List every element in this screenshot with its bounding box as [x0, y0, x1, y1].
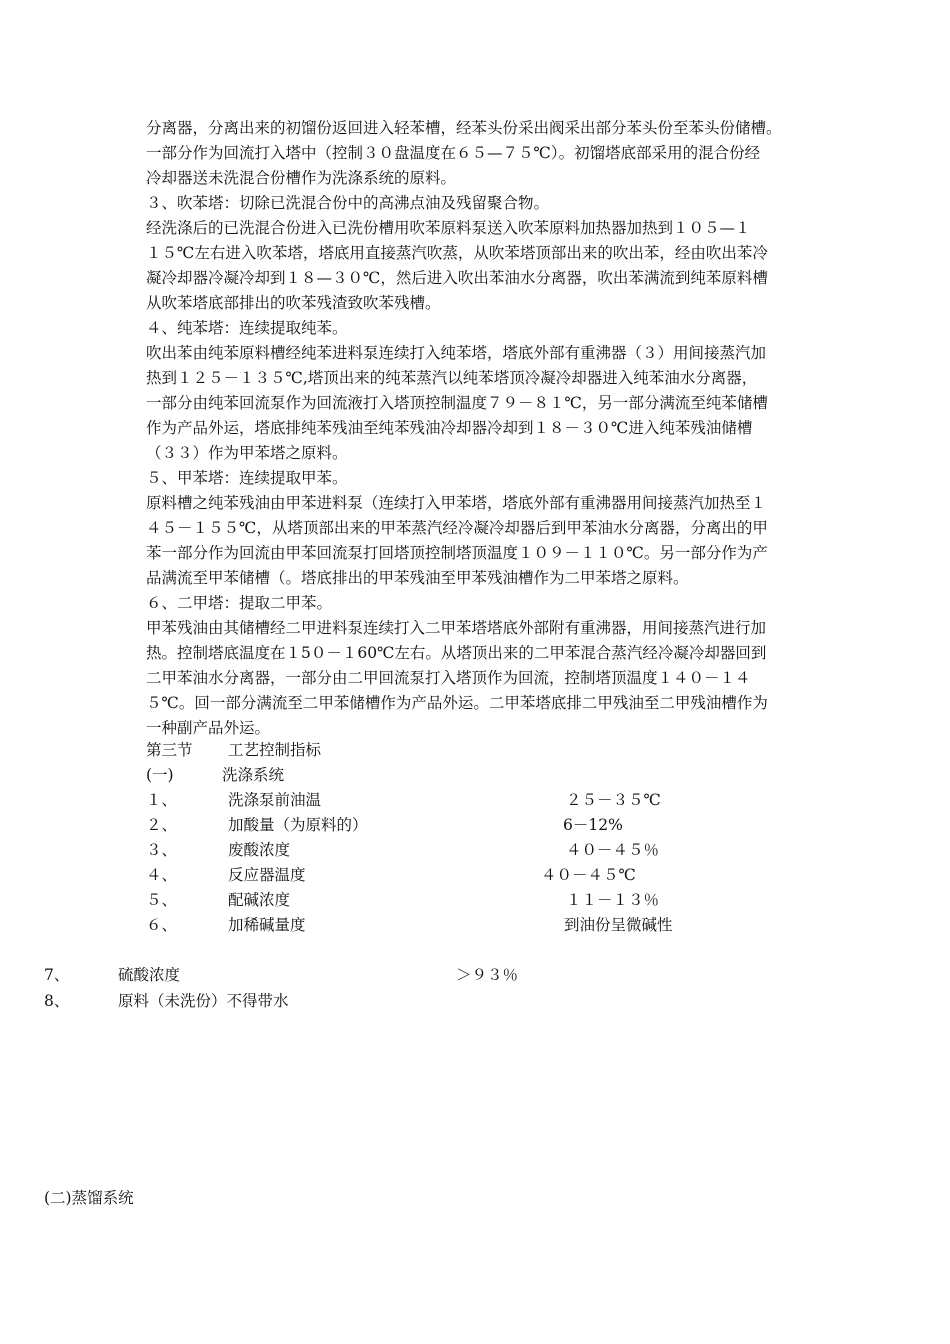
item-value: 6－12% [563, 816, 623, 834]
text-line: ４５－１５５℃，从塔顶部出来的甲苯蒸汽经冷凝冷却器后到甲苯油水分离器，分离出的甲 [146, 519, 768, 537]
list-item [0, 788, 950, 813]
item-name: 硫酸浓度 [118, 966, 181, 984]
item-value: １１－１３％ [566, 891, 660, 909]
item-value: ２５－３５℃ [566, 791, 661, 809]
item-number: ３、 [146, 841, 178, 859]
item-name: 原料（未洗份）不得带水 [118, 992, 289, 1010]
item-number: ２、 [146, 816, 178, 834]
text-line: 甲苯残油由其储槽经二甲进料泵连续打入二甲苯塔塔底外部附有重沸器，用间接蒸汽进行加 [146, 619, 767, 637]
list-item [0, 888, 950, 913]
subsection-title: 洗涤系统 [222, 766, 285, 784]
item-number: １、 [146, 791, 178, 809]
text-line: 凝冷却器冷凝冷却到１８—３０℃，然后进入吹出苯油水分离器，吹出苯满流到纯苯原料槽 [146, 269, 768, 287]
item-value: ＞９３％ [456, 966, 519, 984]
item-name: 配碱浓度 [228, 891, 291, 909]
text-line: 一种副产品外运。 [146, 719, 271, 737]
item-number: ５、 [146, 891, 178, 909]
text-line: ３、吹苯塔：切除已洗混合份中的高沸点油及残留聚合物。 [146, 194, 550, 212]
item-value: ４０－４５℃ [541, 866, 636, 884]
body-paragraph [146, 116, 810, 741]
list-item [0, 989, 950, 1014]
text-line: 苯一部分作为回流由甲苯回流泵打回塔顶控制塔顶温度１０９－１１０℃。另一部分作为产 [146, 544, 768, 562]
item-number: 8、 [44, 992, 70, 1010]
text-line: 吹出苯由纯苯原料槽经纯苯进料泵连续打入纯苯塔，塔底外部有重沸器（３）用间接蒸汽加 [146, 344, 767, 362]
list-item [0, 963, 950, 988]
text-line: １５℃左右进入吹苯塔，塔底用直接蒸汽吹蒸，从吹苯塔顶部出来的吹出苯，经由吹出苯冷 [146, 244, 768, 262]
text-line: 一部分由纯苯回流泵作为回流液打入塔顶控制温度７９－８１℃，另一部分满流至纯苯储槽 [146, 394, 768, 412]
item-number: 7、 [44, 966, 70, 984]
item-number: ６、 [146, 916, 178, 934]
subsection-heading: (二)蒸馏系统 [44, 1189, 134, 1207]
text-line: ４、纯苯塔：连续提取纯苯。 [146, 319, 348, 337]
text-line: 冷却器送未洗混合份槽作为洗涤系统的原料。 [146, 169, 457, 187]
item-name: 反应器温度 [228, 866, 306, 884]
list-item [0, 863, 950, 888]
item-name: 洗涤泵前油温 [228, 791, 322, 809]
text-line: 从吹苯塔底部排出的吹苯残渣致吹苯残槽。 [146, 294, 441, 312]
item-name: 加稀碱量度 [228, 916, 306, 934]
item-name: 加酸量（为原料的） [228, 816, 368, 834]
text-line: 热。控制塔底温度在１5０－１60℃左右。从塔顶出来的二甲苯混合蒸汽经冷凝冷却器回到 [146, 644, 767, 662]
list-item [0, 813, 950, 838]
item-value: 到油份呈微碱性 [564, 916, 673, 934]
text-line: 二甲苯油水分离器，一部分由二甲回流泵打入塔顶作为回流，控制塔顶温度１４０－１４ [146, 669, 751, 687]
text-line: 一部分作为回流打入塔中（控制３０盘温度在６５—７５℃）。初馏塔底部采用的混合份经 [146, 144, 761, 162]
section-number: 第三节 [146, 741, 193, 759]
text-line: ５、甲苯塔：连续提取甲苯。 [146, 469, 348, 487]
text-line: ６、二甲塔：提取二甲苯。 [146, 594, 333, 612]
text-line: 作为产品外运，塔底排纯苯残油至纯苯残油冷却器冷却到１８－３０℃进入纯苯残油储槽 [146, 419, 753, 437]
text-line: （３３）作为甲苯塔之原料。 [146, 444, 348, 462]
item-value: ４０－４５％ [566, 841, 660, 859]
item-number: ４、 [146, 866, 178, 884]
text-line: 经洗涤后的已洗混合份进入已洗份槽用吹苯原料泵送入吹苯原料加热器加热到１０５—１ [146, 219, 751, 237]
list-item [0, 913, 950, 938]
text-line: 品满流至甲苯储槽（。塔底排出的甲苯残油至甲苯残油槽作为二甲苯塔之原料。 [146, 569, 689, 587]
subsection-number: (一) [146, 766, 174, 784]
text-line: 热到１２５－１３５℃,塔顶出来的纯苯蒸汽以纯苯塔顶冷凝冷却器进入纯苯油水分离器， [146, 369, 758, 387]
section-title: 工艺控制指标 [228, 741, 322, 759]
text-line: ５℃。回一部分满流至二甲苯储槽作为产品外运。二甲苯塔底排二甲残油至二甲残油槽作为 [146, 694, 768, 712]
list-item [0, 838, 950, 863]
text-line: 原料槽之纯苯残油由甲苯进料泵（连续打入甲苯塔，塔底外部有重沸器用间接蒸汽加热至１ [146, 494, 767, 512]
item-name: 废酸浓度 [228, 841, 291, 859]
text-line: 分离器，分离出来的初馏份返回进入轻苯槽，经苯头份采出阀采出部分苯头份至苯头份储槽。 [146, 119, 782, 137]
